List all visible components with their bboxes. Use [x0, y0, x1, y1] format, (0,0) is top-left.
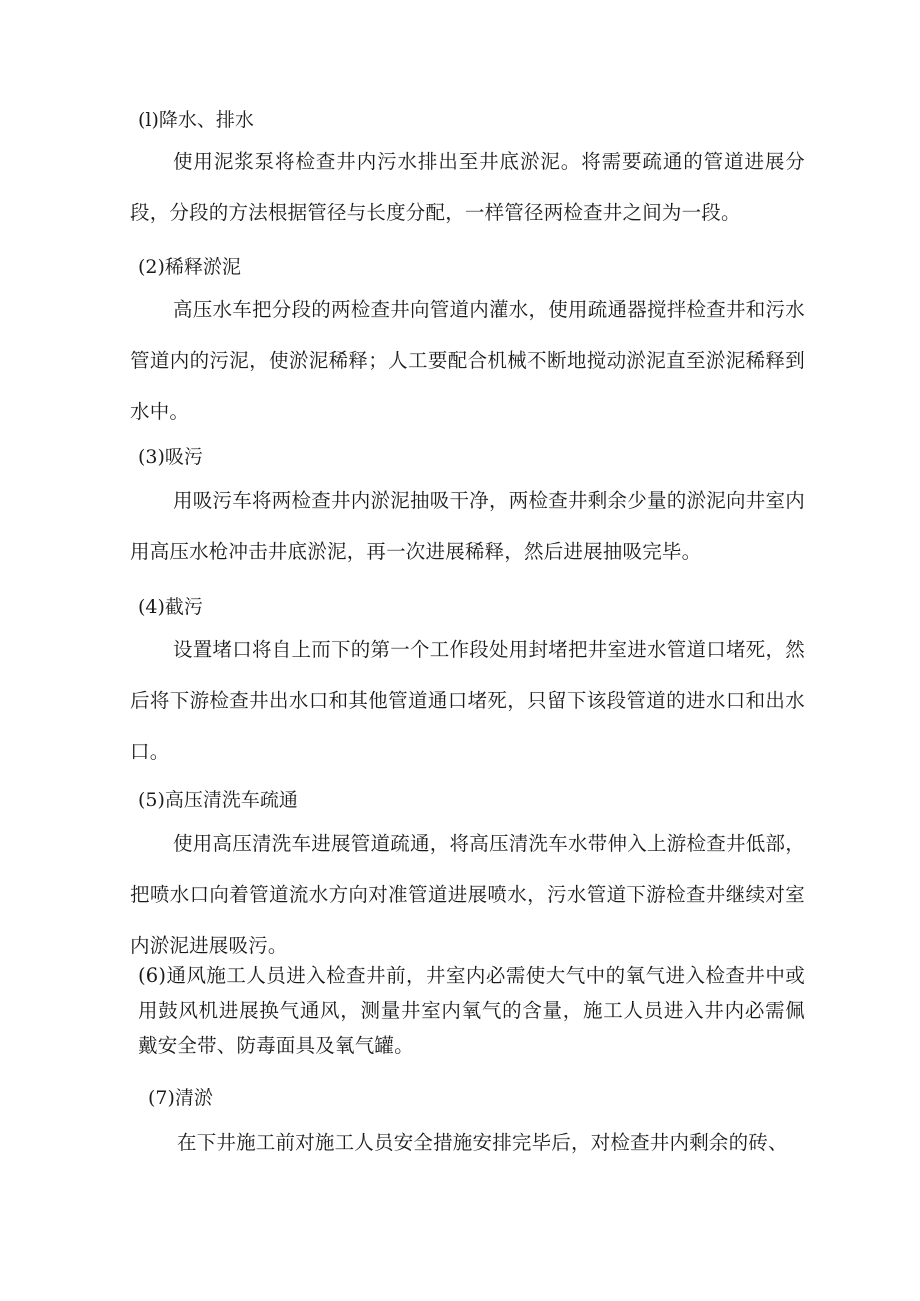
section-heading-7: (7)清淤: [148, 1087, 213, 1109]
section-body-1: 使用泥浆泵将检查井内污水排出至井底淤泥。将需要疏通的管道进展分段，分段的方法根据管径与长度分配，一样管径两检查井之间为一段。: [130, 150, 805, 224]
section-body-5: 使用高压清洗车进展管道疏通，将高压清洗车水带伸入上游检查井低部，把喷水口向着管道流水方向对准管道进展喷水，污水管道下游检查井继续对室内淤泥进展吸污。: [130, 832, 805, 957]
section-body-6: (6)通风施工人员进入检查井前，井室内必需使大气中的氧气进入检查井中或用鼓风机进展换气通风，测量井室内氧气的含量，施工人员进入井内必需佩戴安全带、防毒面具及氧气罐。: [138, 964, 805, 1057]
section-heading-2: (2)稀释淤泥: [138, 256, 241, 278]
section-body-4: 设置堵口将自上而下的第一个工作段处用封堵把井室进水管道口堵死，然后将下游检查井出水口和其他管道通口堵死，只留下该段管道的进水口和出水口。: [130, 638, 805, 763]
section-body-7: 在下井施工前对施工人员安全措施安排完毕后，对检查井内剩余的砖、: [177, 1131, 788, 1154]
section-heading-5: (5)高压清洗车疏通: [138, 789, 298, 811]
section-body-3: 用吸污车将两检查井内淤泥抽吸干净，两检查井剩余少量的淤泥向井室内用高压水枪冲击井底淤泥，再一次进展稀释，然后进展抽吸完毕。: [130, 489, 805, 563]
section-heading-1: (l)降水、排水: [138, 109, 254, 131]
section-body-2: 高压水车把分段的两检查井向管道内灌水，使用疏通器搅拌检查井和污水管道内的污泥，使淤泥稀释；人工要配合机械不断地搅动淤泥直至淤泥稀释到水中。: [130, 298, 805, 423]
section-heading-4: (4)截污: [138, 596, 203, 618]
section-heading-3: (3)吸污: [138, 446, 203, 468]
